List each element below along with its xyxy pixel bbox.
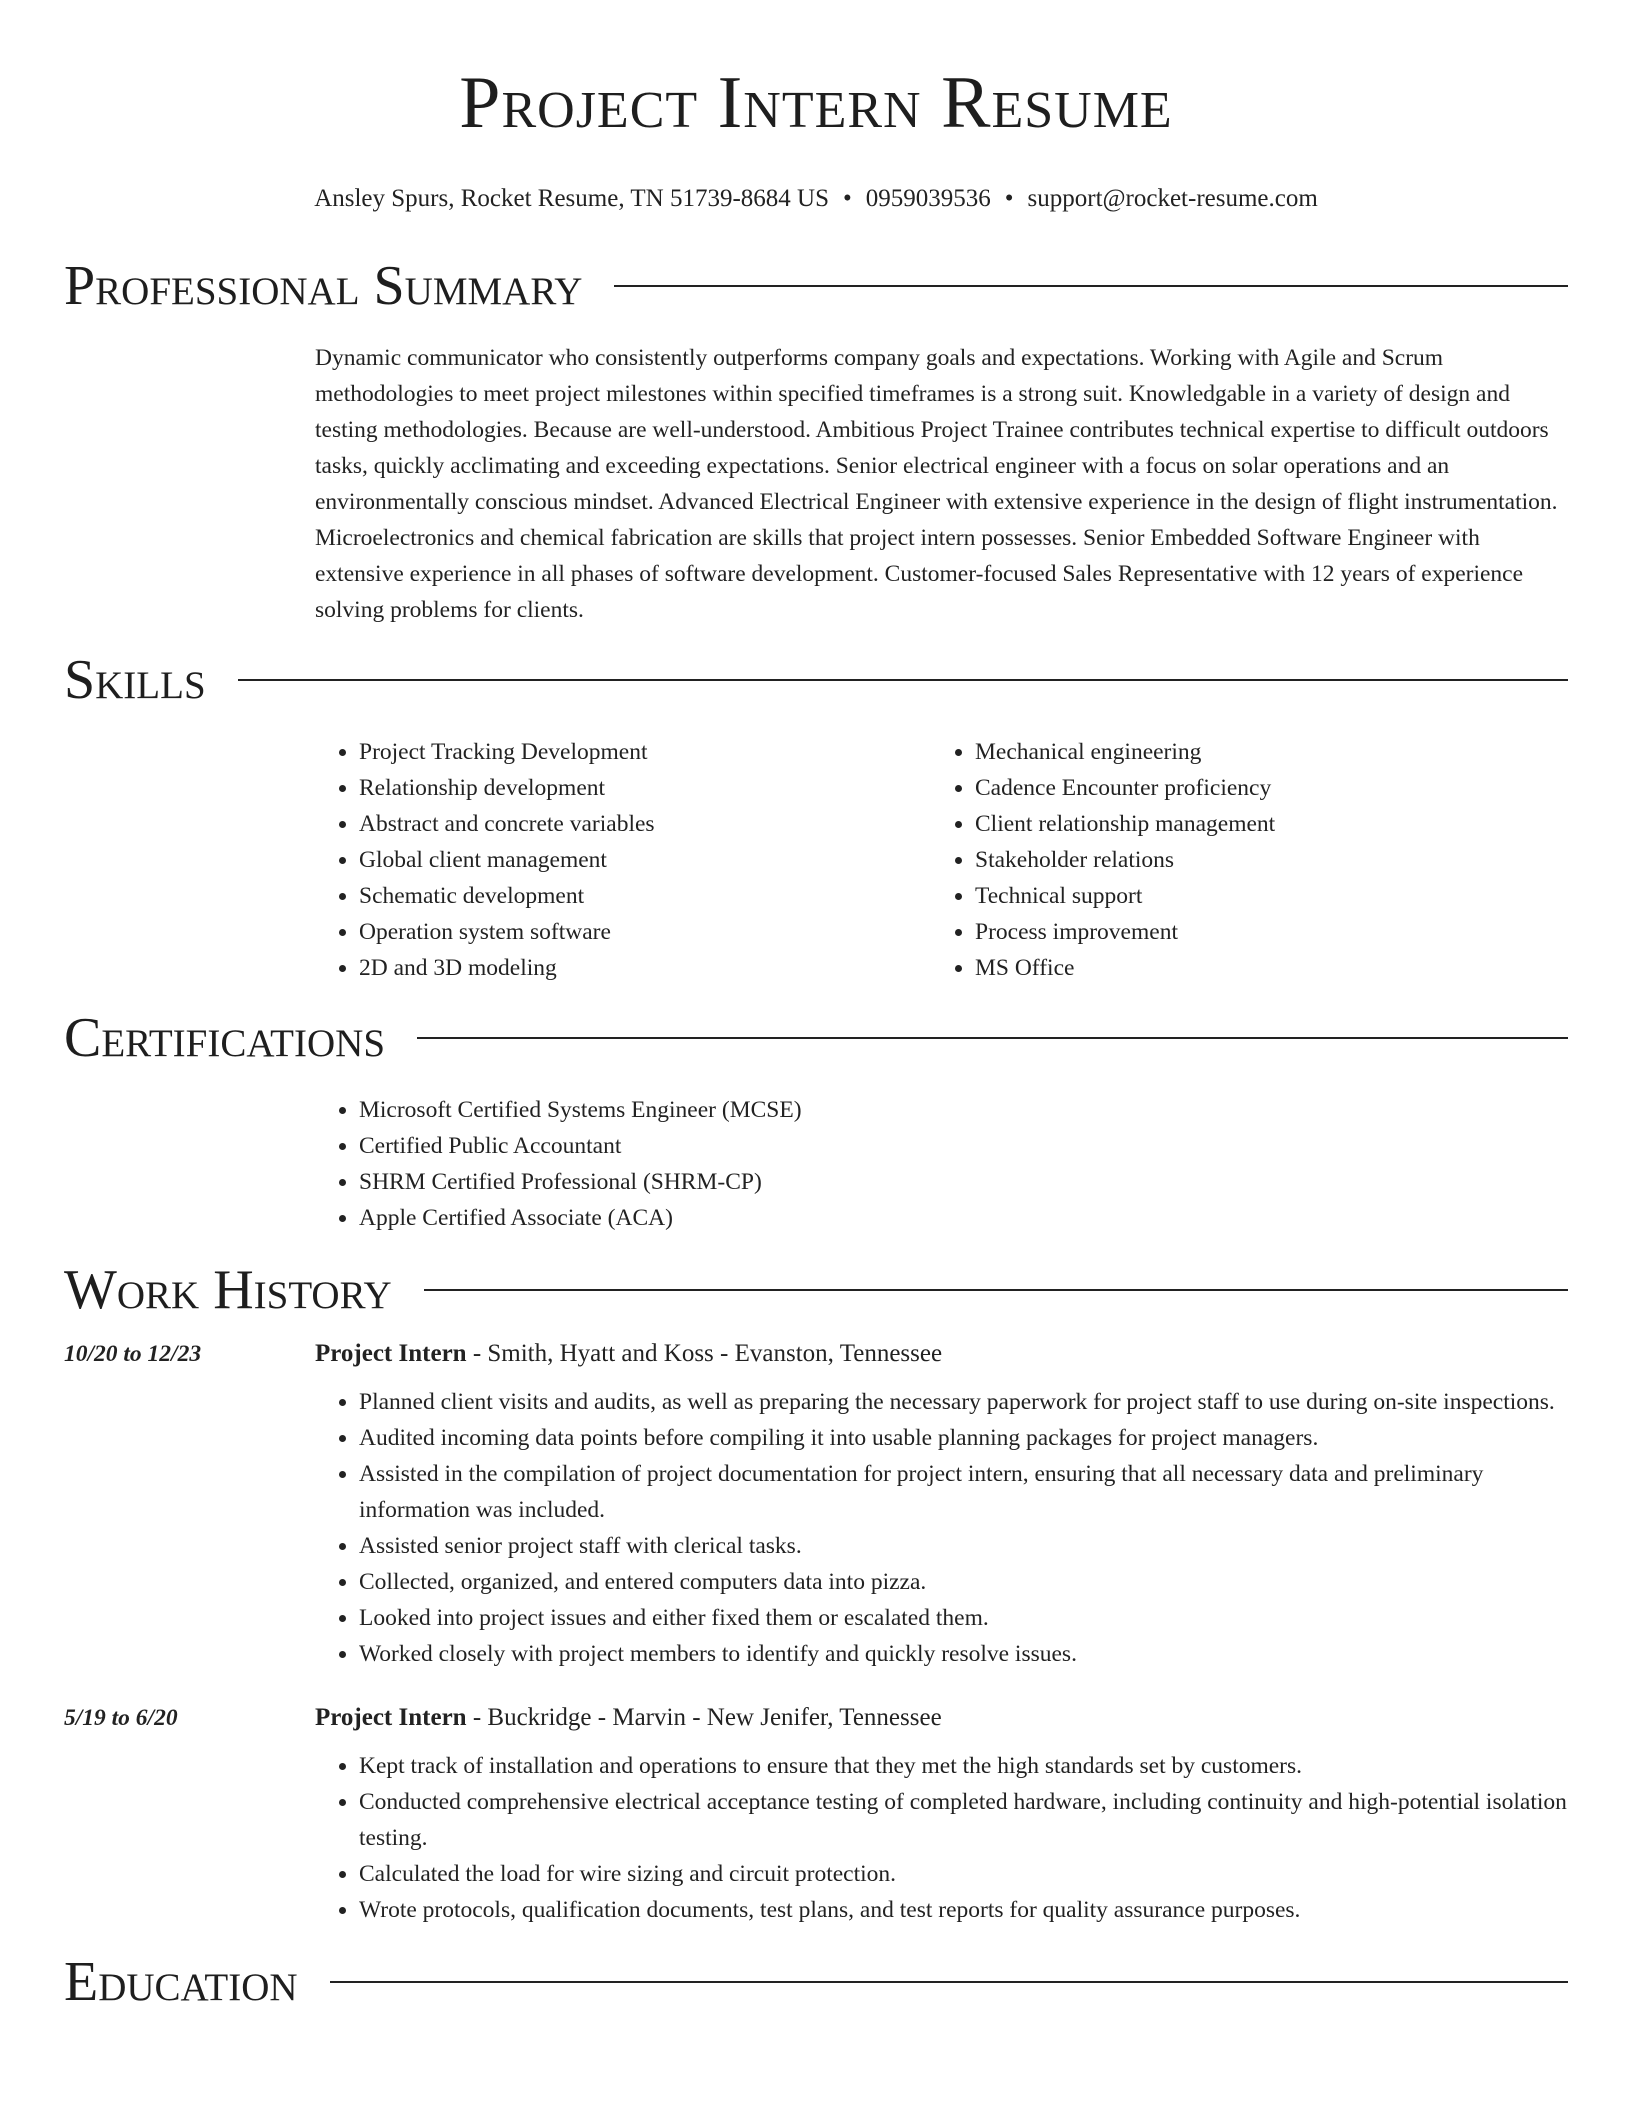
summary-section-header [64, 254, 1568, 318]
job-bullets [315, 1384, 1568, 1672]
job-role: Project Intern [315, 1340, 467, 1367]
job-dates: 5/19 to 6/20 [64, 1705, 178, 1731]
summary-text: Dynamic communicator who consistently outperforms company goals and expectations. Working with Agile and Scrum methodologies to meet project milestones within specified timeframes is a strong suit. Knowledgable in a variety of design and testing methodologies. Because are well-understood. Ambitious Project Trainee contributes technical expertise to difficult outdoors tasks, quickly acclimating and exceeding expectations. Senior electrical engineer with a focus on solar operations and an environmentally conscious mindset. Advanced Electrical Engineer with extensive experience in the design of flight instrumentation. Microelectronics and chemical fabrication are skills that project intern possesses. Senior Embedded Software Engineer with extensive experience in all phases of software development. Customer-focused Sales Representative with 12 years of experience solving problems for clients. [315, 345, 1558, 623]
contact-email[interactable]: support@rocket-resume.com [1027, 185, 1318, 212]
section-divider [417, 1037, 1568, 1039]
skill-item: • Stakeholder relations [975, 842, 1547, 878]
skill-item: • Schematic development [359, 878, 931, 914]
certifications-heading: Certifications [64, 1007, 386, 1069]
certification-item: • Apple Certified Associate (ACA) [359, 1200, 1568, 1236]
skill-item: • Technical support [975, 878, 1547, 914]
job-title-line [315, 1340, 942, 1368]
job-bullet: • Audited incoming data points before compiling it into usable planning packages for project managers. [359, 1420, 1568, 1456]
certifications-list [315, 1092, 1568, 1236]
contact-phone: 0959039536 [865, 185, 991, 212]
skills-column-right [931, 734, 1547, 986]
job-bullet: • Conducted comprehensive electrical acceptance testing of completed hardware, including continuity and high-potential isolation testing. [359, 1784, 1568, 1856]
skill-item: • Cadence Encounter proficiency [975, 770, 1547, 806]
section-divider [614, 285, 1568, 287]
job-role: Project Intern [315, 1704, 467, 1731]
job-bullet: • Wrote protocols, qualification documents, test plans, and test reports for quality assurance purposes. [359, 1892, 1568, 1928]
skill-item: • Process improvement [975, 914, 1547, 950]
education-section-header [64, 1950, 1568, 2014]
skill-item: • 2D and 3D modeling [359, 950, 931, 986]
skill-item: • Abstract and concrete variables [359, 806, 931, 842]
skill-item: • Operation system software [359, 914, 931, 950]
summary-block [315, 340, 1568, 628]
skills-column-left [315, 734, 931, 986]
section-divider [238, 679, 1568, 681]
contact-separator: • [1004, 185, 1014, 212]
work-history-heading: Work History [64, 1259, 392, 1321]
skill-item: • Relationship development [359, 770, 931, 806]
skills-list [315, 734, 1568, 986]
job-dates: 10/20 to 12/23 [64, 1341, 202, 1367]
job-employer: - Buckridge - Marvin - New Jenifer, Tennessee [466, 1704, 942, 1731]
certifications-section-header [64, 1006, 1568, 1070]
job-entry [64, 1340, 1568, 1672]
job-bullet: • Collected, organized, and entered computers data into pizza. [359, 1564, 1568, 1600]
job-title-line [315, 1704, 942, 1732]
skill-item: • MS Office [975, 950, 1547, 986]
job-header [64, 1340, 1568, 1368]
job-bullet: • Calculated the load for wire sizing and circuit protection. [359, 1856, 1568, 1892]
skill-item: • Client relationship management [975, 806, 1547, 842]
section-divider [330, 1981, 1568, 1983]
contact-address: Ansley Spurs, Rocket Resume, TN 51739-8684 US [314, 185, 829, 212]
job-bullet: • Assisted senior project staff with clerical tasks. [359, 1528, 1568, 1564]
section-divider [424, 1289, 1568, 1291]
certification-item: • Certified Public Accountant [359, 1128, 1568, 1164]
job-entry [64, 1704, 1568, 1928]
certification-item: • Microsoft Certified Systems Engineer (MCSE) [359, 1092, 1568, 1128]
contact-line [64, 184, 1568, 214]
resume-page [64, 0, 1568, 2014]
job-bullet: • Assisted in the compilation of project documentation for project intern, ensuring that all necessary data and preliminary information was included. [359, 1456, 1568, 1528]
job-employer: - Smith, Hyatt and Koss - Evanston, Tennessee [466, 1340, 943, 1367]
skill-item: • Project Tracking Development [359, 734, 931, 770]
job-header [64, 1704, 1568, 1732]
job-bullet: • Looked into project issues and either fixed them or escalated them. [359, 1600, 1568, 1636]
job-bullets [315, 1748, 1568, 1928]
skill-item: • Global client management [359, 842, 931, 878]
page-title: Project Intern Resume [459, 62, 1173, 144]
certification-item: • SHRM Certified Professional (SHRM-CP) [359, 1164, 1568, 1200]
job-bullet: • Worked closely with project members to identify and quickly resolve issues. [359, 1636, 1568, 1672]
job-bullet: • Kept track of installation and operations to ensure that they met the high standards set by customers. [359, 1748, 1568, 1784]
education-heading: Education [64, 1951, 298, 2013]
skills-section-header [64, 648, 1568, 712]
skills-heading: Skills [64, 649, 206, 711]
work-history-section-header [64, 1258, 1568, 1322]
contact-separator: • [842, 185, 852, 212]
job-bullet: • Planned client visits and audits, as well as preparing the necessary paperwork for project staff to use during on-site inspections. [359, 1384, 1568, 1420]
summary-heading: Professional Summary [64, 255, 583, 317]
skill-item: • Mechanical engineering [975, 734, 1547, 770]
